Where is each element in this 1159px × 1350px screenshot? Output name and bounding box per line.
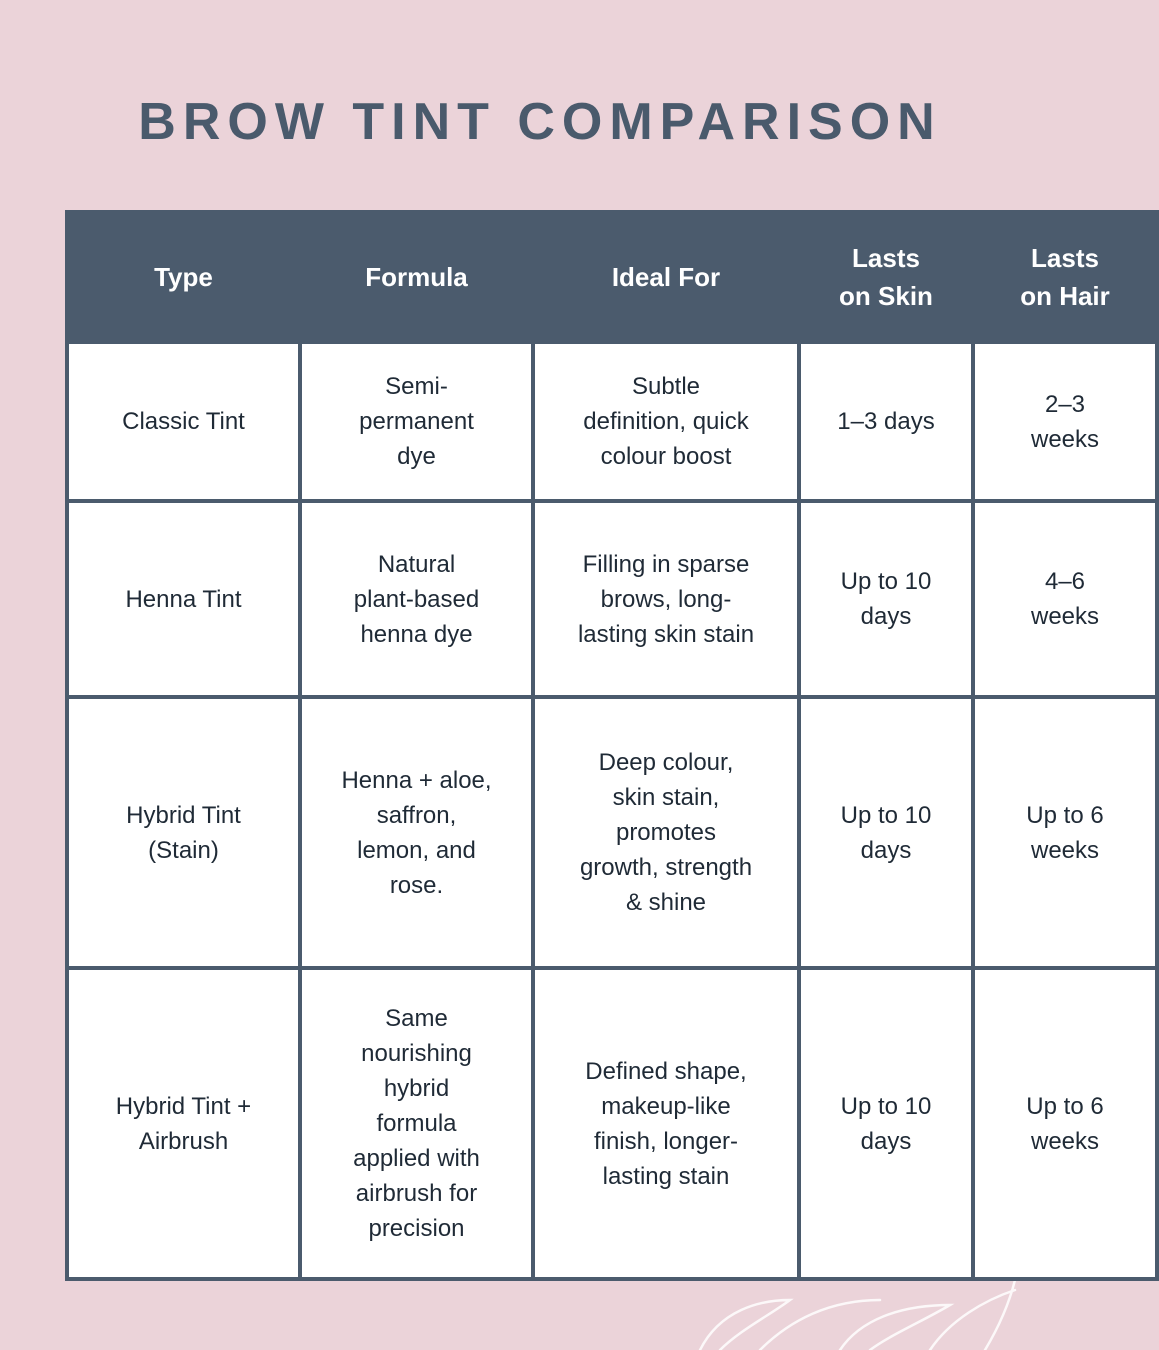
header-ideal-for: Ideal For bbox=[533, 212, 799, 342]
page-title: BROW TINT COMPARISON bbox=[138, 93, 942, 151]
cell-lasts-on-skin: Up to 10 days bbox=[799, 968, 973, 1279]
cell-ideal-for: Deep colour, skin stain, promotes growth, strength & shine bbox=[533, 697, 799, 968]
table-row bbox=[67, 501, 1157, 697]
cell-type: Hybrid Tint (Stain) bbox=[67, 697, 300, 968]
cell-lasts-on-hair: 2–3 weeks bbox=[973, 342, 1157, 501]
header-type: Type bbox=[67, 212, 300, 342]
cell-type: Classic Tint bbox=[67, 342, 300, 501]
cell-lasts-on-hair: Up to 6 weeks bbox=[973, 968, 1157, 1279]
header-lasts-on-skin: Lasts on Skin bbox=[799, 212, 973, 342]
cell-ideal-for: Subtle definition, quick colour boost bbox=[533, 342, 799, 501]
cell-lasts-on-skin: Up to 10 days bbox=[799, 697, 973, 968]
table-row bbox=[67, 342, 1157, 501]
cell-lasts-on-skin: 1–3 days bbox=[799, 342, 973, 501]
cell-formula: Semi- permanent dye bbox=[300, 342, 533, 501]
cell-formula: Same nourishing hybrid formula applied with airbrush for precision bbox=[300, 968, 533, 1279]
table-row bbox=[67, 697, 1157, 968]
cell-lasts-on-skin: Up to 10 days bbox=[799, 501, 973, 697]
cell-formula: Henna + aloe, saffron, lemon, and rose. bbox=[300, 697, 533, 968]
cell-lasts-on-hair: Up to 6 weeks bbox=[973, 697, 1157, 968]
cell-formula: Natural plant-based henna dye bbox=[300, 501, 533, 697]
cell-ideal-for: Filling in sparse brows, long- lasting skin stain bbox=[533, 501, 799, 697]
cell-type: Hybrid Tint + Airbrush bbox=[67, 968, 300, 1279]
cell-type: Henna Tint bbox=[67, 501, 300, 697]
header-lasts-on-hair: Lasts on Hair bbox=[973, 212, 1157, 342]
comparison-table bbox=[65, 210, 1159, 1281]
table-row bbox=[67, 968, 1157, 1279]
header-formula: Formula bbox=[300, 212, 533, 342]
cell-lasts-on-hair: 4–6 weeks bbox=[973, 501, 1157, 697]
cell-ideal-for: Defined shape, makeup-like finish, longer- lasting stain bbox=[533, 968, 799, 1279]
table-header-row bbox=[67, 212, 1157, 342]
